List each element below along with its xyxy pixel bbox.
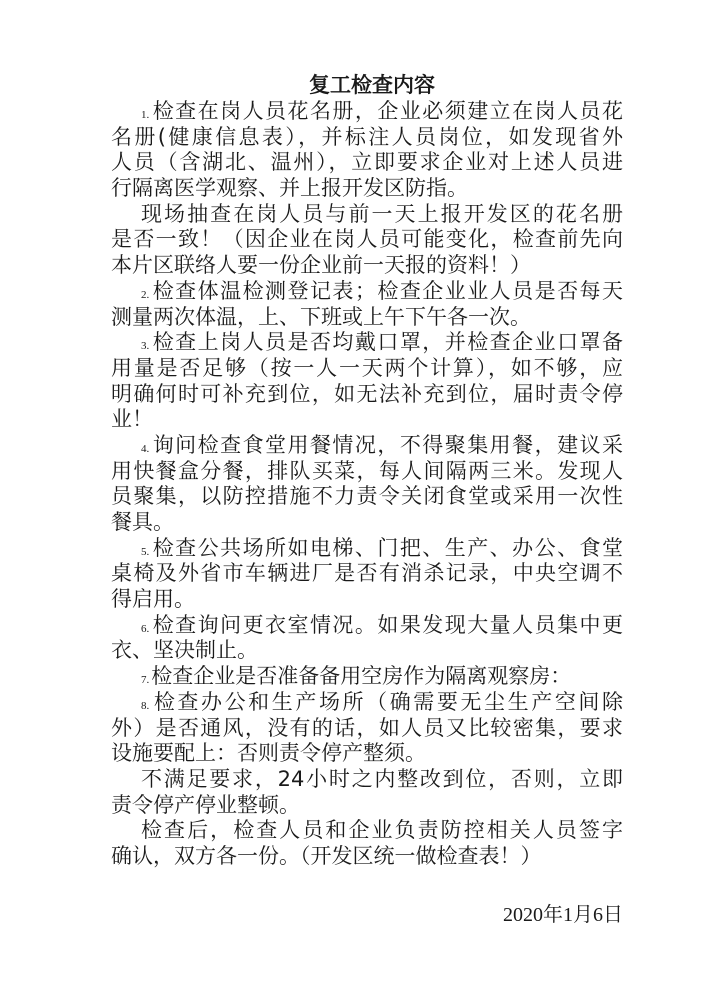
- text-line: [111, 587, 623, 613]
- document-date: 2020年1月6日: [503, 904, 623, 926]
- paragraph: [111, 202, 623, 279]
- item-number: 3.: [141, 340, 150, 353]
- text-line: [111, 793, 623, 819]
- line-text: 检查后，检查人员和企业负责防控相关人员签字: [141, 818, 623, 843]
- line-text: 业！: [111, 407, 153, 432]
- paragraph: [111, 690, 623, 767]
- line-text: 现场抽查在岗人员与前一天上报开发区的花名册: [141, 201, 623, 226]
- text-line: [111, 741, 623, 767]
- paragraph: [111, 536, 623, 613]
- paragraph: [111, 664, 623, 690]
- line-text: 人员（含湖北、温州），立即要求企业对上述人员进: [111, 150, 623, 175]
- line-text: 衣、坚决制止。: [111, 638, 258, 663]
- item-number: 4.: [141, 442, 150, 455]
- text-line: [111, 536, 623, 562]
- item-number: 2.: [141, 288, 150, 301]
- text-line: [111, 253, 623, 279]
- text-line: [111, 459, 623, 485]
- item-number: 7.: [141, 674, 150, 687]
- text-line: [111, 305, 623, 331]
- text-line: [111, 227, 623, 253]
- paragraph: [111, 330, 623, 433]
- line-text: 桌椅及外省市车辆进厂是否有消杀记录，中央空调不: [111, 561, 623, 586]
- text-line: [111, 330, 623, 356]
- line-text: 责令停产停业整顿。: [111, 792, 300, 817]
- line-text: 明确何时可补充到位，如无法补充到位，届时责令停: [111, 381, 623, 406]
- text-line: [111, 844, 623, 870]
- text-line: [111, 125, 623, 151]
- line-text: 用快餐盒分餐，排队买菜，每人间隔两三米。发现人: [111, 458, 623, 483]
- line-text: 询问检查食堂用餐情况，不得聚集用餐，建议采: [151, 432, 623, 457]
- line-text: 行隔离医学观察、并上报开发区防指。: [111, 176, 468, 201]
- line-text: 检查上岗人员是否均戴口罩，并检查企业口罩备: [151, 330, 623, 355]
- line-text: 检查办公和生产场所（确需要无尘生产空间除: [151, 689, 623, 714]
- text-line: [111, 356, 623, 382]
- text-line: [111, 510, 623, 536]
- line-text: 检查体温检测登记表；检查企业业人员是否每天: [151, 278, 623, 303]
- line-text: 检查公共场所如电梯、门把、生产、办公、食堂: [151, 535, 623, 560]
- text-line: [111, 279, 623, 305]
- document-title: 复工检查内容: [309, 73, 435, 97]
- item-number: 1.: [141, 109, 150, 121]
- item-number: 5.: [141, 545, 150, 558]
- line-text: 外）是否通风，没有的话，如人员又比较密集，要求: [111, 715, 623, 740]
- line-text: 员聚集，以防控措施不力责令关闭食堂或采用一次性: [111, 484, 623, 509]
- line-text: 不满足要求，24小时之内整改到位，否则，立即: [141, 766, 623, 791]
- item-number: 8.: [141, 699, 150, 712]
- line-text: 本片区联络人要一份企业前一天报的资料！）: [111, 253, 531, 278]
- line-text: 检查在岗人员花名册，企业必须建立在岗人员花: [151, 99, 623, 123]
- paragraph: [111, 818, 623, 869]
- item-number: 6.: [141, 622, 150, 635]
- paragraphs: [111, 99, 623, 870]
- line-text: 检查企业是否准备备用空房作为隔离观察房：: [151, 664, 572, 689]
- text-line: [111, 484, 623, 510]
- text-line: [111, 638, 623, 664]
- text-line: [111, 716, 623, 742]
- line-text: 用量是否足够（按一人一天两个计算），如不够，应: [111, 355, 623, 380]
- text-line: [111, 767, 623, 793]
- text-line: [111, 613, 623, 639]
- text-line: [111, 664, 623, 690]
- text-line: [111, 407, 623, 433]
- text-line: [111, 202, 623, 228]
- line-text: 是否一致！（因企业在岗人员可能变化，检查前先向: [111, 227, 623, 252]
- paragraph: [111, 279, 623, 330]
- text-line: [111, 99, 623, 125]
- paragraph: [111, 99, 623, 202]
- text-line: [111, 150, 623, 176]
- line-text: 测量两次体温，上、下班或上午下午各一次。: [111, 304, 531, 329]
- text-line: [111, 561, 623, 587]
- paragraph: [111, 613, 623, 664]
- document-body: [111, 72, 623, 870]
- text-line: [111, 433, 623, 459]
- text-line: [111, 818, 623, 844]
- line-text: 得启用。: [111, 587, 195, 612]
- text-line: [111, 176, 623, 202]
- line-text: 设施要配上：否则责令停产整须。: [111, 741, 426, 766]
- text-line: [111, 690, 623, 716]
- line-text: 检查询问更衣室情况。如果发现大量人员集中更: [151, 612, 623, 637]
- paragraph: [111, 433, 623, 536]
- line-text: 名册(健康信息表），并标注人员岗位，如发现省外: [111, 124, 623, 149]
- text-line: [111, 382, 623, 408]
- paragraph: [111, 767, 623, 818]
- line-text: 确认，双方各一份。（开发区统一做检查表！）: [111, 843, 542, 868]
- line-text: 餐具。: [111, 510, 174, 534]
